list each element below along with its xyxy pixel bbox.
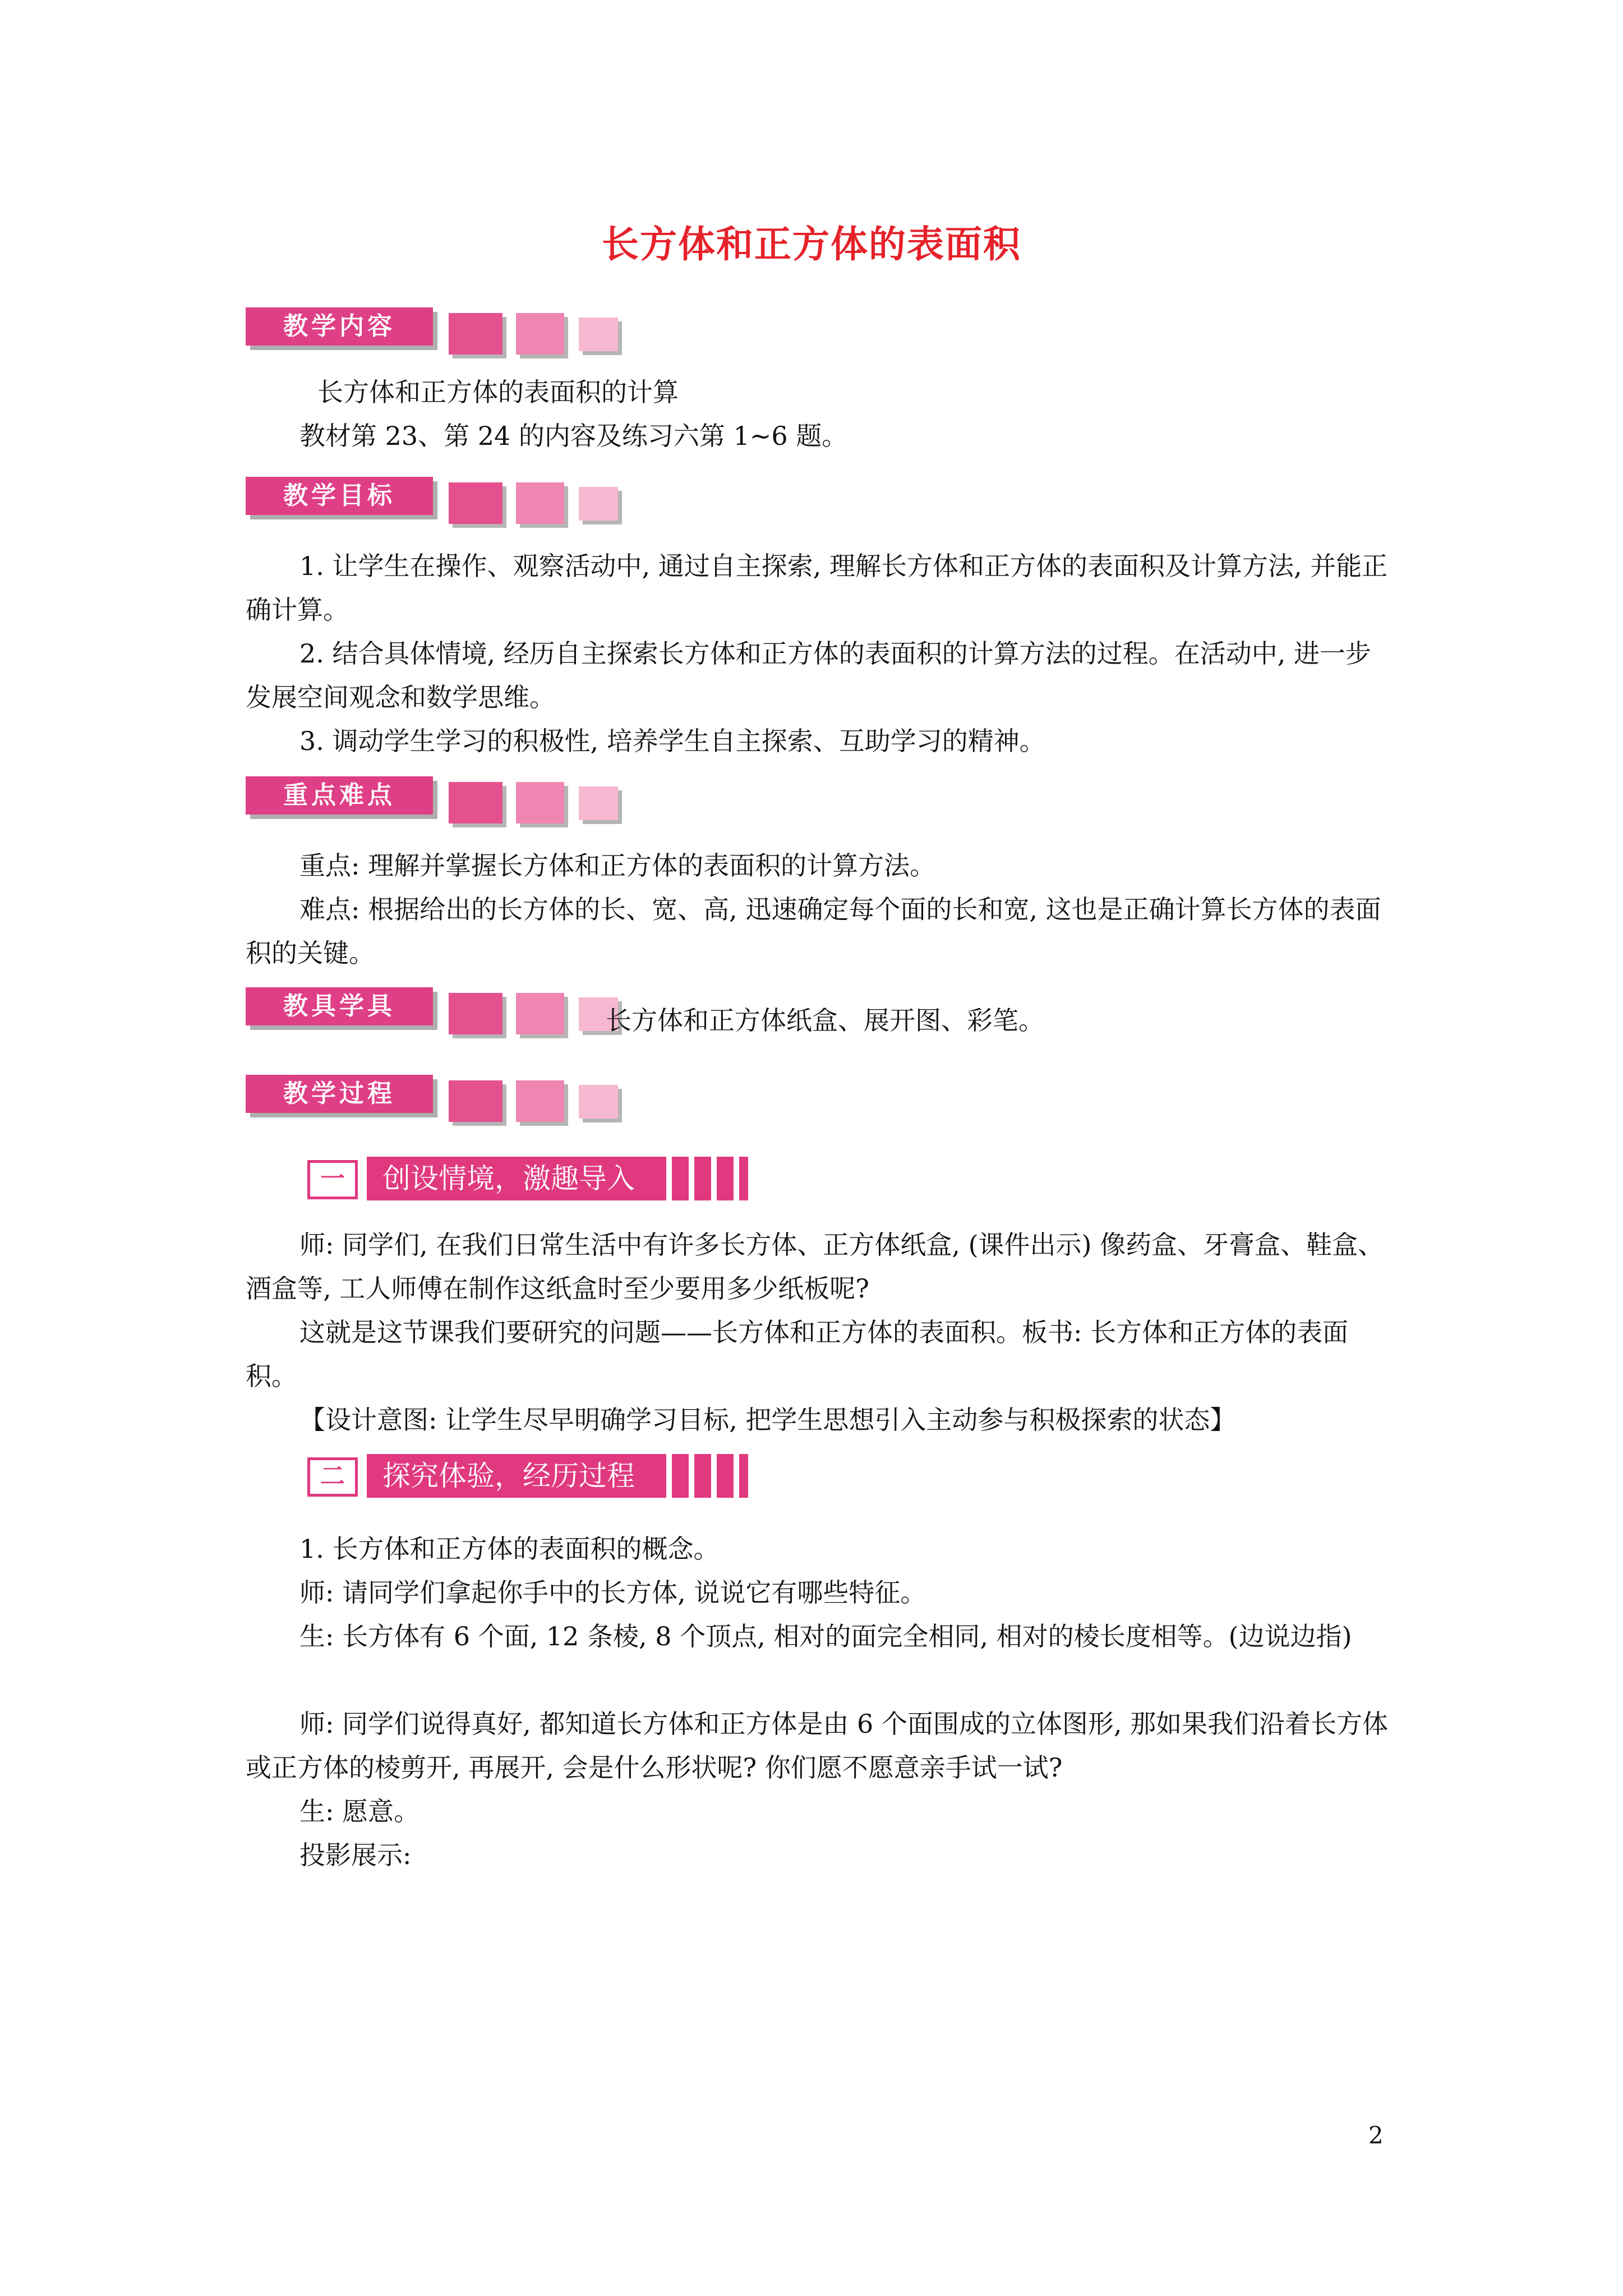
step-title: 创设情境，激趣导入 (367, 1157, 748, 1200)
paragraph: 1. 长方体和正方体的表面积的概念。 (299, 1534, 720, 1564)
section-label: 教学内容 (246, 307, 433, 346)
paragraph: 师: 请同学们拿起你手中的长方体, 说说它有哪些特征。 (299, 1577, 926, 1608)
key-point: 重点: 理解并掌握长方体和正方体的表面积的计算方法。 (299, 850, 936, 881)
step-number: 二 (307, 1457, 358, 1497)
decor-square (579, 487, 618, 521)
decor-square (516, 313, 564, 355)
difficulty: 难点: 根据给出的长方体的长、宽、高, 迅速确定每个面的长和宽, 这也是正确计算长方体的表面积的关键。 (246, 894, 1381, 968)
content-line: 长方体和正方体的表面积的计算 (317, 377, 679, 407)
tools-text: 长方体和正方体纸盒、展开图、彩笔。 (606, 1005, 1044, 1036)
decor-stripe (666, 1157, 672, 1200)
decor-stripe (734, 1454, 739, 1498)
step-number: 一 (307, 1160, 358, 1199)
decor-square (579, 786, 618, 820)
step-title: 探究体验，经历过程 (367, 1454, 748, 1498)
decor-square (449, 1080, 502, 1122)
section-label: 教学目标 (246, 477, 433, 515)
page-title: 长方体和正方体的表面积 (602, 222, 1021, 266)
decor-square (579, 1085, 618, 1119)
paragraph: 生: 长方体有 6 个面, 12 条棱, 8 个顶点, 相对的面完全相同, 相对的棱长度相等。(边说边指) (299, 1621, 1352, 1651)
decor-square (516, 782, 564, 823)
section-label: 教具学具 (246, 987, 433, 1025)
design-intent: 【设计意图: 让学生尽早明确学习目标, 把学生思想引入主动参与积极探索的状态】 (299, 1405, 1236, 1435)
decor-square (516, 1080, 564, 1122)
paragraph: 投影展示: (299, 1840, 412, 1870)
decor-stripe (734, 1157, 739, 1200)
step-banner-1 (307, 1157, 756, 1200)
goal-item: 2. 结合具体情境, 经历自主探索长方体和正方体的表面积的计算方法的过程。在活动中, 进一步发展空间观念和数学思维。 (246, 638, 1371, 712)
decor-square (449, 482, 502, 524)
decor-square (579, 318, 618, 351)
page-number: 2 (1368, 2122, 1384, 2149)
goal-item: 1. 让学生在操作、观察活动中, 通过自主探索, 理解长方体和正方体的表面积及计算方法, 并能正确计算。 (246, 551, 1388, 625)
step-banner-2 (307, 1454, 756, 1498)
decor-stripe (689, 1454, 694, 1498)
goal-item: 3. 调动学生学习的积极性, 培养学生自主探索、互助学习的精神。 (299, 726, 1045, 756)
decor-square (516, 993, 564, 1034)
decor-square (449, 993, 502, 1034)
content-line: 教材第 23、第 24 的内容及练习六第 1~6 题。 (299, 421, 848, 451)
decor-square (449, 313, 502, 355)
paragraph: 师: 同学们说得真好, 都知道长方体和正方体是由 6 个面围成的立体图形, 那如果我们沿着长方体或正方体的棱剪开, 再展开, 会是什么形状呢? 你们愿不愿意亲手试一试? (246, 1709, 1389, 1783)
decor-stripe (666, 1454, 672, 1498)
paragraph: 这就是这节课我们要研究的问题——长方体和正方体的表面积。板书: 长方体和正方体的表面积。 (246, 1317, 1349, 1391)
paragraph: 生: 愿意。 (299, 1796, 420, 1826)
decor-square (449, 782, 502, 823)
decor-square (516, 482, 564, 524)
decor-stripe (711, 1157, 717, 1200)
decor-stripe (711, 1454, 717, 1498)
paragraph: 师: 同学们, 在我们日常生活中有许多长方体、正方体纸盒, (课件出示) 像药盒、牙膏盒、鞋盒、酒盒等, 工人师傅在制作这纸盒时至少要用多少纸板呢? (246, 1230, 1384, 1304)
section-label: 重点难点 (246, 776, 433, 815)
section-label: 教学过程 (246, 1075, 433, 1113)
decor-stripe (689, 1157, 694, 1200)
